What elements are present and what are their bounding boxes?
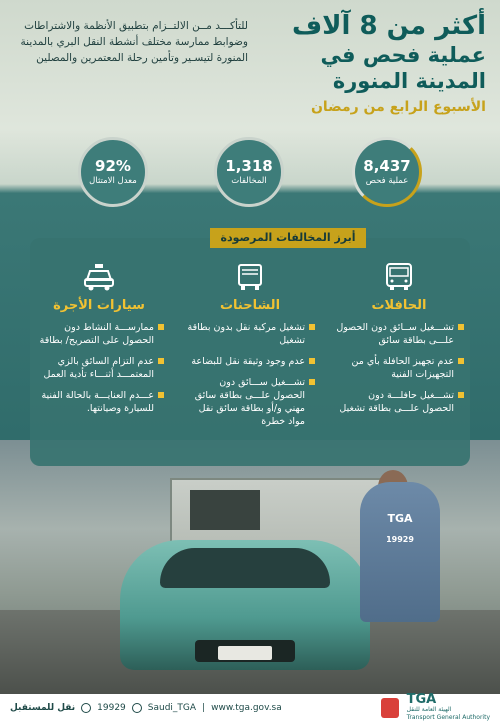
panel-title: أبرز المخالفات المرصودة [210, 228, 366, 248]
category-title: الحافلات [371, 298, 427, 313]
list-item: تشغيل مركبة نقل بدون بطاقة تشغيل [185, 321, 315, 347]
car-windshield [160, 548, 330, 588]
footer-tagline: نقل للمستقبل [10, 702, 76, 713]
week-subtitle: الأسبوع الرابع من رمضان [310, 99, 486, 115]
list-item: عدم وجود وثيقة نقل للبضاعة [185, 355, 315, 368]
category-title: الشاحنات [219, 298, 281, 313]
category-title: سيارات الأجرة [53, 298, 145, 313]
phone-icon [81, 703, 91, 713]
list-item: عدم التزام السائق بالزي المعتمـــد أثنـــاء تأدية العمل [34, 355, 164, 381]
list-item: تشـــغيل ســـائق دون الحصول علـــى بطاقة سائق مهني و/أو بطاقة سائق نقل مواد خطرة [185, 376, 315, 428]
divider: | [202, 702, 206, 713]
stat-label: المخالفات [231, 176, 267, 186]
list-item: عـــدم العنايـــة بالحالة الفنية للسيارة وصيانتها. [34, 389, 164, 415]
logo-en: Transport General Authority [406, 713, 490, 721]
logo-ar: الهيئة العامة للنقل [406, 705, 452, 713]
badge-brand: TGA [387, 512, 413, 525]
headline-line1: أكثر من 8 آلاف [291, 11, 486, 41]
column-buses [334, 262, 464, 423]
social-icon[interactable] [132, 703, 142, 713]
headline [276, 10, 486, 118]
headline-line2: عملية فحص في [320, 43, 486, 67]
bus-icon [381, 262, 417, 292]
tga-logo [406, 691, 490, 721]
license-plate [218, 646, 272, 660]
taxi-icon [81, 262, 117, 292]
stat-violations [214, 137, 284, 207]
list-item: تشـــغيل ســائق دون الحصول علـــى بطاقة سائق [334, 321, 464, 347]
list-item: عدم تجهيز الحافلة بأي من التجهيزات الفنية [334, 355, 464, 381]
column-taxis [34, 262, 164, 423]
stat-value: 92% [95, 157, 131, 175]
stat-label: عملية فحص [365, 176, 409, 186]
footer [0, 691, 500, 721]
footer-handle[interactable]: Saudi_TGA [147, 702, 197, 713]
inspector-badge [378, 512, 422, 552]
footer-logos [381, 691, 490, 721]
headline-line3: المدينة المنورة [332, 69, 486, 93]
footer-site[interactable]: www.tga.gov.sa [211, 702, 282, 713]
list-item: ممارســـة النشاط دون الحصول على التصريح/ بطاقة [34, 321, 164, 347]
stat-value: 1,318 [225, 157, 273, 175]
column-trucks [185, 262, 315, 436]
truck-icon [232, 262, 268, 292]
stat-compliance [78, 137, 148, 207]
stat-inspections [352, 137, 422, 207]
list-item: تشـــغيل حافلـــة دون الحصول علـــى بطاقة تشغيل [334, 389, 464, 415]
footer-phone[interactable]: 19929 [97, 702, 126, 713]
inspector-photo [360, 482, 440, 622]
logo-main: TGA [406, 691, 437, 707]
badge-number: 19929 [386, 535, 414, 544]
stat-value: 8,437 [363, 157, 411, 175]
footer-contacts [10, 703, 282, 713]
app-badge-icon [381, 698, 399, 718]
stat-label: معدل الامتثال [89, 176, 137, 186]
truck-window [190, 490, 260, 530]
intro-text: للتأكـــد مــن الالتــزام بتطبيق الأنظمة والاشتراطات وضوابط ممارسة مختلف أنشطة النقل البري بالمدينة المنورة لتيسـير وتأمين رحلة المعتمرين والمصلين [20, 20, 248, 64]
